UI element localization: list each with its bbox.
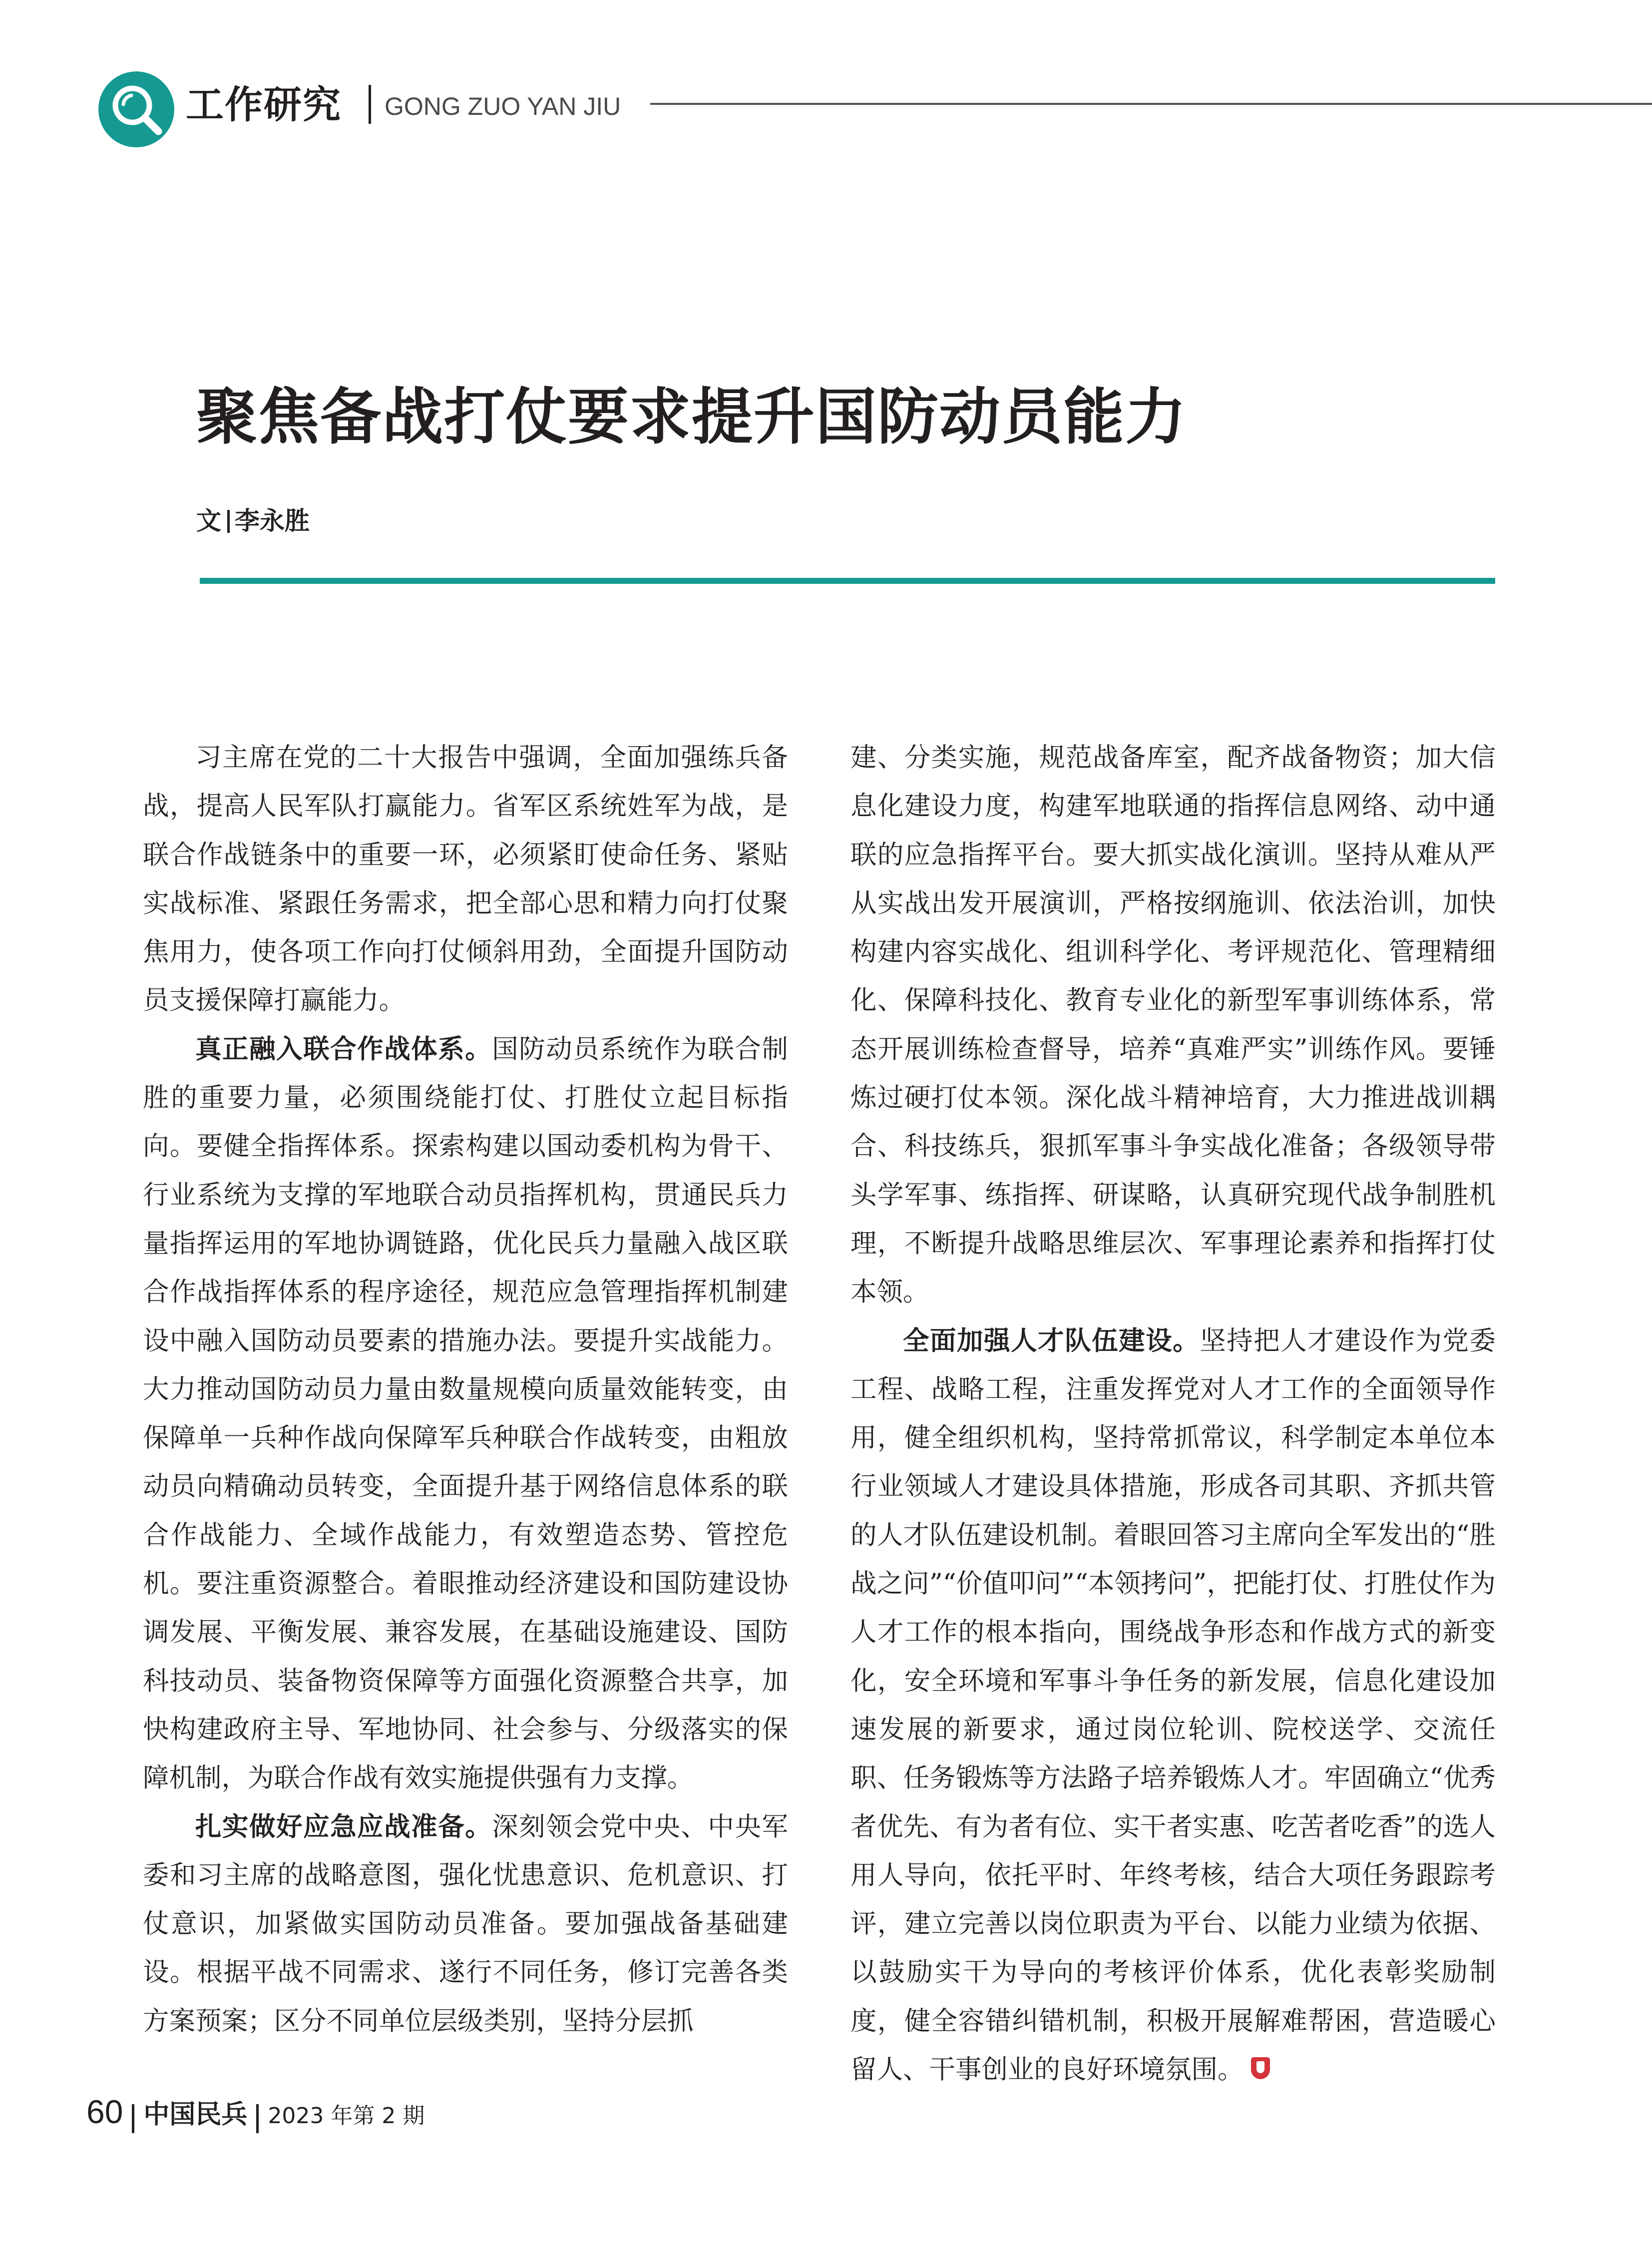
section-title-cn: 工作研究: [186, 82, 342, 127]
issue-label: 2023 年第 2 期: [268, 2103, 425, 2129]
section-paragraph-talent: [850, 1317, 1496, 2094]
byline: [196, 503, 310, 538]
byline-divider: [227, 510, 230, 533]
footer-divider: [132, 2104, 134, 2133]
section-text-readiness-continued: 建、分类实施，规范战备库室，配齐战备物资；加大信息化建设力度，构建军地联通的指挥信息网络、动中通联的应急指挥平台。要大抓实战化演训。坚持从难从严从实战出发开展演训，严格按纲施训、依法治训，加快构建内容实战化、组训科学化、考评规范化、管理精细化、保障科技化、教育专业化的新型军事训练体系，常态开展训练检查督导，培养“真难严实”训练作风。要锤炼过硬打仗本领。深化战斗精神培育，大力推进战训耦合、科技练兵，狠抓军事斗争实战化准备；各级领导带头学军事、练指挥、研谋略，认真研究现代战争制胜机理，不断提升战略思维层次、军事理论素养和指挥打仗本领。: [850, 742, 1496, 1308]
section-paragraph-joint-ops: [143, 1025, 788, 1802]
magazine-name: 中国民兵: [143, 2100, 248, 2130]
shield-end-mark-icon: [1251, 2057, 1270, 2079]
page-footer: [86, 2092, 424, 2132]
header-rule: [650, 103, 1652, 105]
title-rule: [200, 578, 1495, 584]
magnifier-icon: [98, 71, 174, 147]
article-title: 聚焦备战打仗要求提升国防动员能力: [196, 382, 1187, 452]
section-text-talent: 坚持把人才建设作为党委工程、战略工程，注重发挥党对人才工作的全面领导作用，健全组织机构，坚持常抓常议，科学制定本单位本行业领域人才建设具体措施，形成各司其职、齐抓共管的人才队伍建设机制。着眼回答习主席向全军发出的“胜战之问”“价值叩问”“本领拷问”，把能打仗、打胜仗作为人才工作的根本指向，围绕战争形态和作战方式的新变化，安全环境和军事斗争任务的新发展，信息化建设加速发展的新要求，通过岗位轮训、院校送学、交流任职、任务锻炼等方法路子培养锻炼人才。牢固确立“优秀者优先、有为者有位、实干者实惠、吃苦者吃香”的选人用人导向，依托平时、年终考核，结合大项任务跟踪考评，建立完善以岗位职责为平台、以能力业绩为依据、以鼓励实干为导向的考核评价体系，优化表彰奖励制度，健全容错纠错机制，积极开展解难帮困，营造暖心留人、干事创业的良好环境氛围。: [850, 1325, 1496, 2085]
footer-divider: [256, 2104, 259, 2133]
section-text-readiness: 深刻领会党中央、中央军委和习主席的战略意图，强化忧患意识、危机意识、打仗意识，加紧做实国防动员准备。要加强战备基础建设。根据平战不同需求、遂行不同任务，修订完善各类方案预案；区分不同单位层级类别，坚持分层抓: [143, 1811, 788, 2036]
section-heading-joint-ops: 真正融入联合作战体系。: [195, 1033, 492, 1064]
section-paragraph-readiness: [143, 1802, 788, 2045]
section-heading-talent: 全面加强人才队伍建设。: [903, 1325, 1200, 1356]
section-title-en: GONG ZUO YAN JIU: [385, 92, 621, 120]
body-column-right: [850, 733, 1496, 2094]
header-divider: [369, 85, 371, 124]
author-name: 李永胜: [235, 506, 310, 535]
intro-paragraph: 习主席在党的二十大报告中强调，全面加强练兵备战，提高人民军队打赢能力。省军区系统姓军为战，是联合作战链条中的重要一环，必须紧盯使命任务、紧贴实战标准、紧跟任务需求，把全部心思和精力向打仗聚焦用力，使各项工作向打仗倾斜用劲，全面提升国防动员支援保障打赢能力。: [143, 742, 788, 1016]
section-text-joint-ops: 国防动员系统作为联合制胜的重要力量，必须围绕能打仗、打胜仗立起目标指向。要健全指挥体系。探索构建以国动委机构为骨干、行业系统为支撑的军地联合动员指挥机构，贯通民兵力量指挥运用的军地协调链路，优化民兵力量融入战区联合作战指挥体系的程序途径，规范应急管理指挥机制建设中融入国防动员要素的措施办法。要提升实战能力。大力推动国防动员力量由数量规模向质量效能转变，由保障单一兵种作战向保障军兵种联合作战转变，由粗放动员向精确动员转变，全面提升基于网络信息体系的联合作战能力、全域作战能力，有效塑造态势、管控危机。要注重资源整合。着眼推动经济建设和国防建设协调发展、平衡发展、兼容发展，在基础设施建设、国防科技动员、装备物资保障等方面强化资源整合共享，加快构建政府主导、军地协同、社会参与、分级落实的保障机制，为联合作战有效实施提供强有力支撑。: [143, 1033, 788, 1794]
byline-label: 文: [196, 506, 221, 535]
section-heading-readiness: 扎实做好应急应战准备。: [195, 1811, 492, 1842]
body-column-left: [143, 733, 788, 2045]
page-number: 60: [86, 2093, 123, 2130]
